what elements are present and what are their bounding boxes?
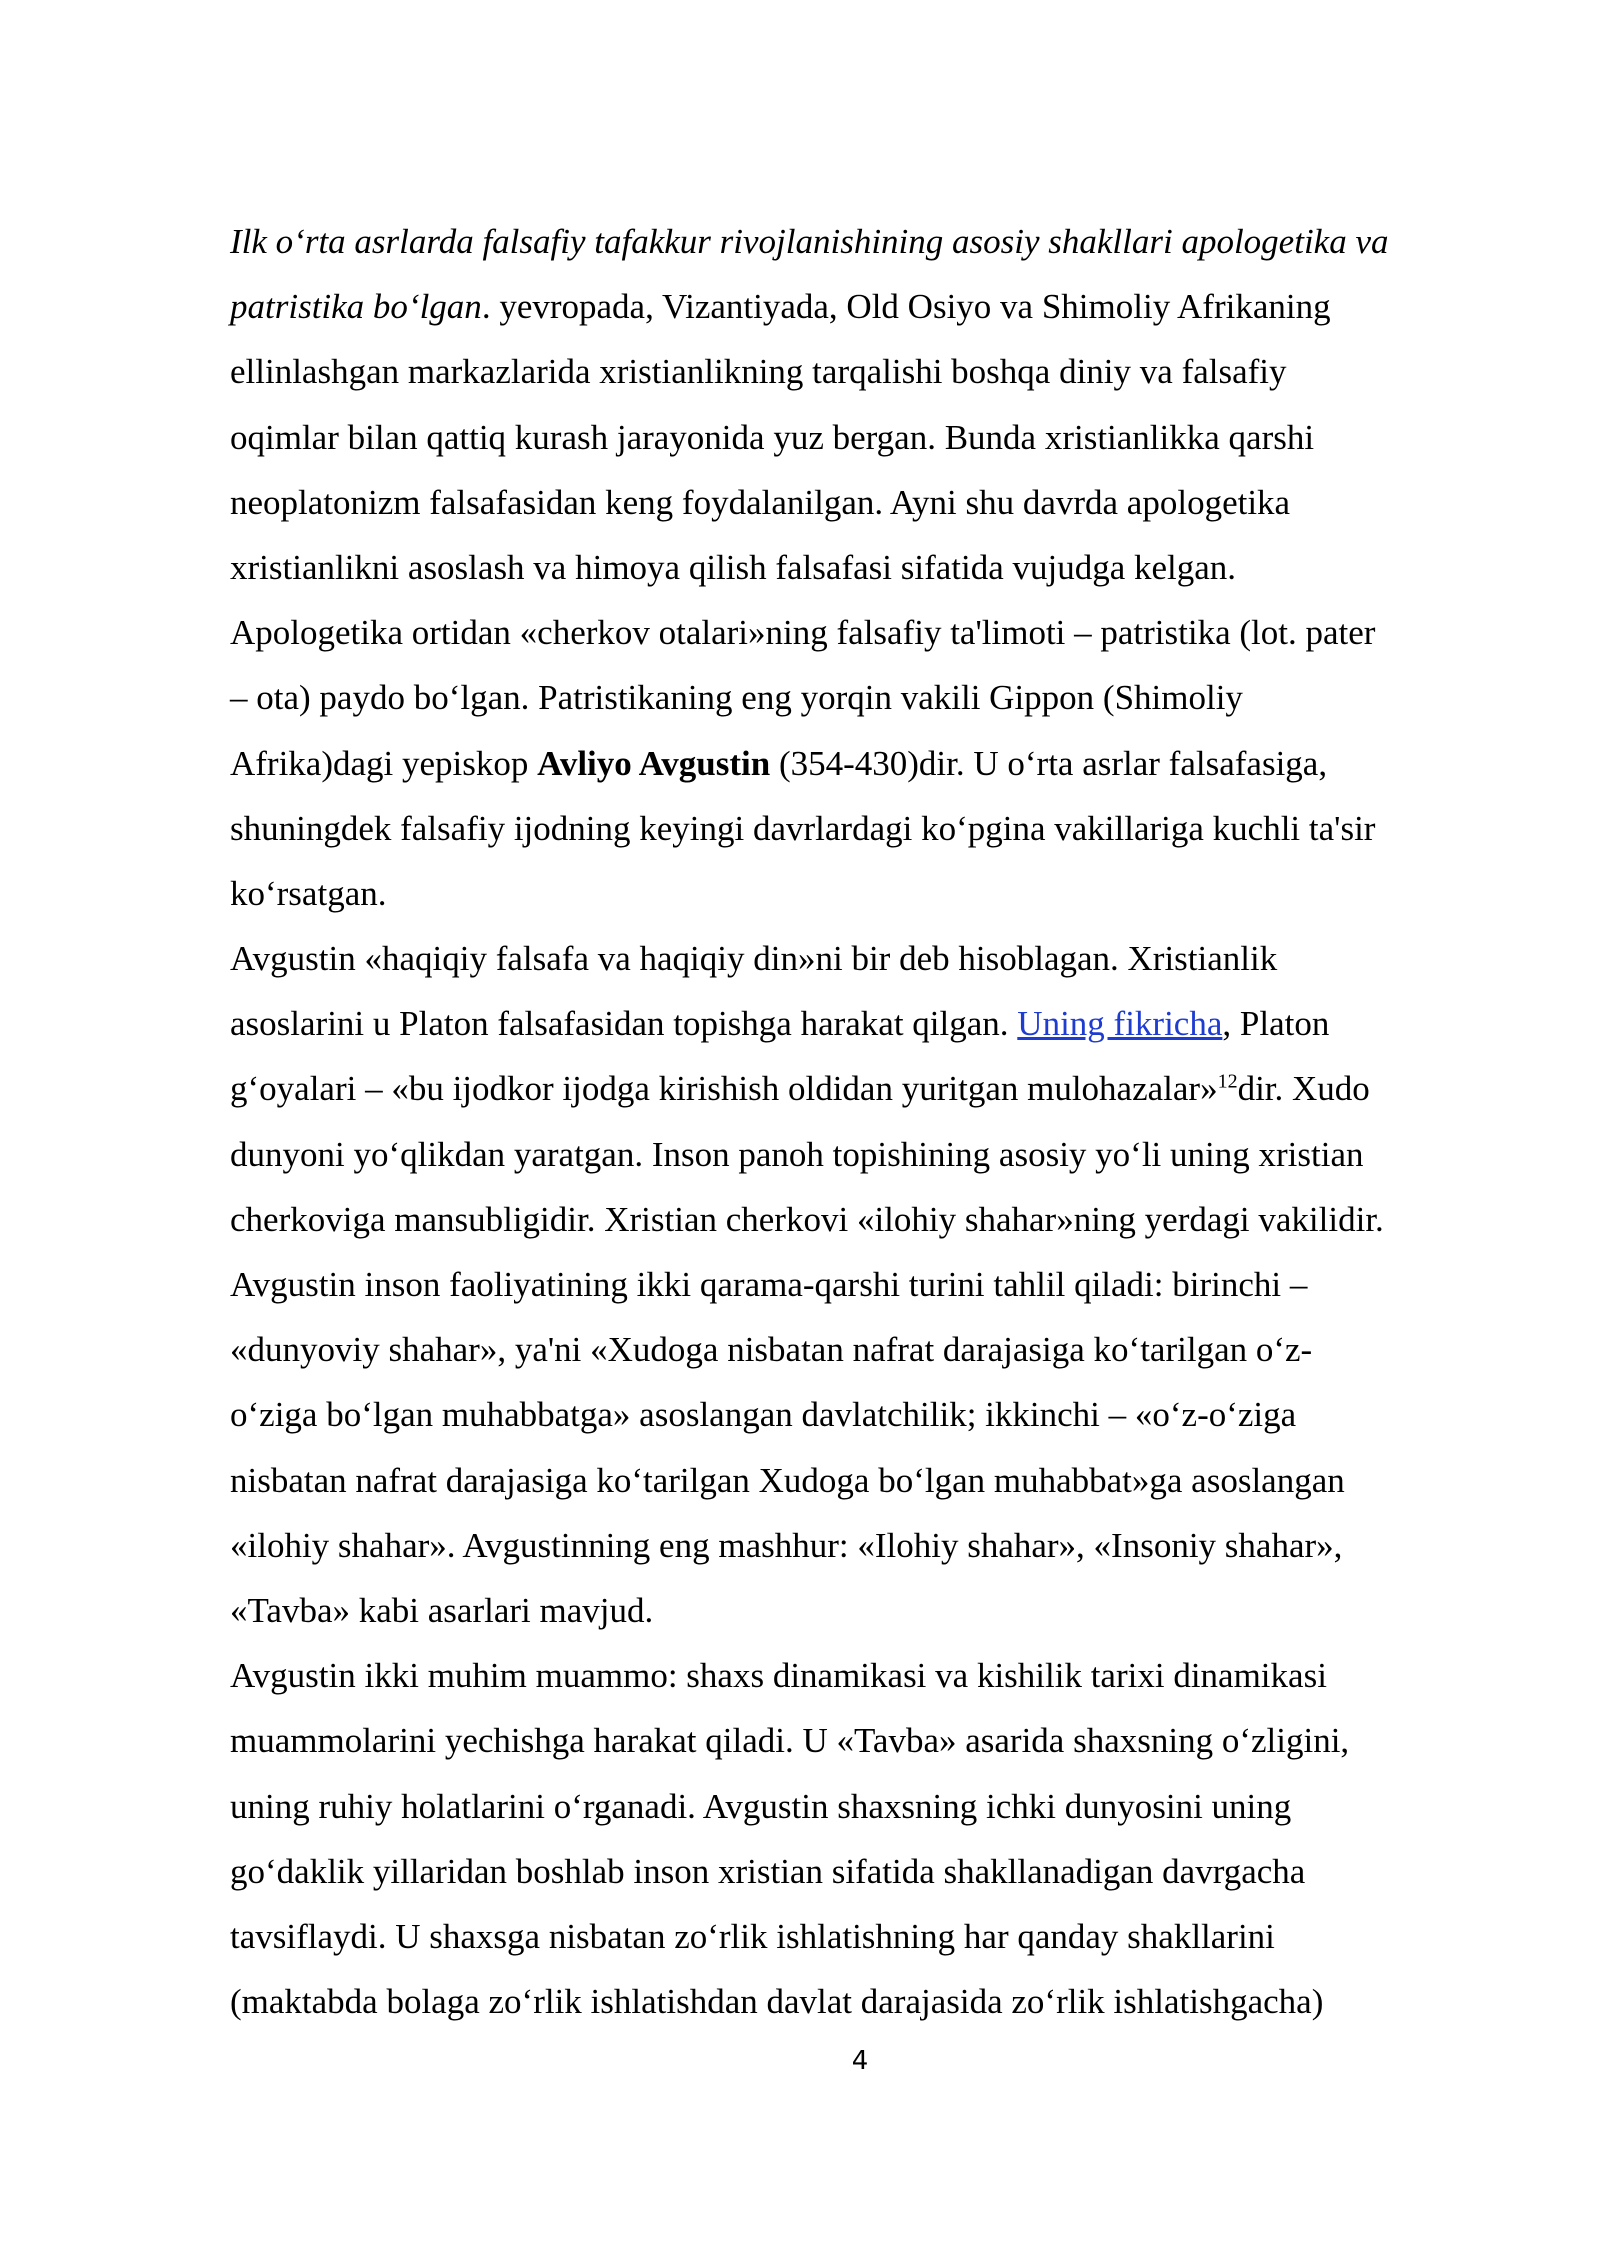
- text-line: [230, 1122, 1500, 1187]
- text-line: [230, 1056, 1500, 1121]
- text-segment: ko‘rsatgan.: [230, 873, 387, 913]
- text-line: [230, 796, 1500, 861]
- text-segment: uning ruhiy holatlarini o‘rganadi. Avgustin shaxsning ichki dunyosini uning: [230, 1786, 1292, 1826]
- text-segment: dunyoni yo‘qlikdan yaratgan. Inson panoh topishining asosiy yo‘li uning xristian: [230, 1134, 1364, 1174]
- body-text: [230, 209, 1500, 2034]
- text-segment: Apologetika ortidan «cherkov otalari»ning falsafiy ta'limoti – patristika (lot. pater: [230, 613, 1376, 653]
- italic-text: Ilk o‘rta asrlarda falsafiy tafakkur rivojlanishining asosiy shakllari apologetika va: [230, 222, 1389, 261]
- text-line: [230, 1708, 1500, 1773]
- text-segment: asoslarini u Platon falsafasidan topishga harakat qilgan.: [230, 1004, 1018, 1044]
- italic-text: patristika bo‘lgan: [230, 287, 482, 327]
- text-line: [230, 209, 1500, 274]
- text-line: [230, 405, 1500, 470]
- text-line: [230, 274, 1500, 339]
- text-line: [230, 1643, 1500, 1708]
- text-line: [230, 1839, 1500, 1904]
- text-segment: cherkoviga mansubligidir. Xristian cherkovi «ilohiy shahar»ning yerdagi vakilidir.: [230, 1199, 1384, 1239]
- text-line: [230, 470, 1500, 535]
- text-line: [230, 1252, 1500, 1317]
- text-segment: Avgustin inson faoliyatining ikki qarama-qarshi turini tahlil qiladi: birinchi –: [230, 1265, 1308, 1304]
- text-line: [230, 600, 1500, 665]
- text-line: [230, 665, 1500, 730]
- text-segment: oqimlar bilan qattiq kurash jarayonida yuz bergan. Bunda xristianlikka qarshi: [230, 417, 1315, 457]
- text-segment: tavsiflaydi. U shaxsga nisbatan zo‘rlik ishlatishning har qanday shakllarini: [230, 1916, 1275, 1956]
- text-line: [230, 1382, 1500, 1447]
- text-line: [230, 1448, 1500, 1513]
- text-line: [230, 1578, 1500, 1643]
- text-line: [230, 535, 1500, 600]
- text-segment: dir. Xudo: [1237, 1069, 1370, 1109]
- footnote-reference[interactable]: 12: [1217, 1070, 1238, 1093]
- page-number: 4: [851, 2046, 869, 2076]
- text-segment: xristianlikni asoslash va himoya qilish falsafasi sifatida vujudga kelgan.: [230, 547, 1237, 587]
- text-line: [230, 991, 1500, 1056]
- text-line: [230, 861, 1500, 926]
- text-line: [230, 1969, 1500, 2034]
- text-segment: «dunyoviy shahar», ya'ni «Xudoga nisbatan nafrat darajasiga ko‘tarilgan o‘z-: [230, 1330, 1313, 1370]
- text-segment: g‘oyalari – «bu ijodkor ijodga kirishish oldidan yuritgan mulohazalar»: [230, 1069, 1218, 1109]
- text-line: [230, 1187, 1500, 1252]
- text-line: [230, 731, 1500, 796]
- text-segment: Avgustin ikki muhim muammo: shaxs dinamikasi va kishilik tarixi dinamikasi: [230, 1656, 1327, 1696]
- bold-name: Avliyo Avgustin: [537, 743, 771, 783]
- text-segment: neoplatonizm falsafasidan keng foydalanilgan. Ayni shu davrda apologetika: [230, 482, 1291, 522]
- text-segment: go‘daklik yillaridan boshlab inson xristian sifatida shakllanadigan davrgacha: [230, 1851, 1306, 1891]
- text-segment: Afrika)dagi yepiskop: [230, 743, 538, 783]
- text-segment: shuningdek falsafiy ijodning keyingi davrlardagi ko‘pgina vakillariga kuchli ta'sir: [230, 808, 1376, 848]
- text-line: [230, 1904, 1500, 1969]
- footnote-link[interactable]: Uning fikricha: [1017, 1004, 1223, 1044]
- text-segment: Avgustin «haqiqiy falsafa va haqiqiy din»ni bir deb hisoblagan. Xristianlik: [230, 939, 1278, 979]
- text-line: [230, 926, 1500, 991]
- text-segment: «Tavba» kabi asarlari mavjud.: [230, 1590, 654, 1630]
- text-segment: (354-430)dir. U o‘rta asrlar falsafasiga,: [770, 743, 1328, 783]
- text-segment: o‘ziga bo‘lgan muhabbatga» asoslangan davlatchilik; ikkinchi – «o‘z-o‘ziga: [230, 1395, 1297, 1435]
- text-segment: (maktabda bolaga zo‘rlik ishlatishdan davlat darajasida zo‘rlik ishlatishgacha): [230, 1982, 1324, 2022]
- text-segment: muammolarini yechishga harakat qiladi. U «Tavba» asarida shaxsning o‘zligini,: [230, 1721, 1350, 1761]
- text-segment: nisbatan nafrat darajasiga ko‘tarilgan Xudoga bo‘lgan muhabbat»ga asoslangan: [230, 1460, 1345, 1500]
- text-line: [230, 1317, 1500, 1382]
- text-line: [230, 1513, 1500, 1578]
- text-line: [230, 1774, 1500, 1839]
- text-segment: , Platon: [1222, 1004, 1330, 1044]
- text-line: [230, 339, 1500, 404]
- text-segment: . yevropada, Vizantiyada, Old Osiyo va Shimoliy Afrikaning: [481, 287, 1331, 327]
- text-segment: ellinlashgan markazlarida xristianlikning tarqalishi boshqa diniy va falsafiy: [230, 352, 1287, 392]
- text-segment: «ilohiy shahar». Avgustinning eng mashhur: «Ilohiy shahar», «Insoniy shahar»,: [230, 1525, 1343, 1565]
- text-segment: – ota) paydo bo‘lgan. Patristikaning eng yorqin vakili Gippon (Shimoliy: [230, 678, 1243, 718]
